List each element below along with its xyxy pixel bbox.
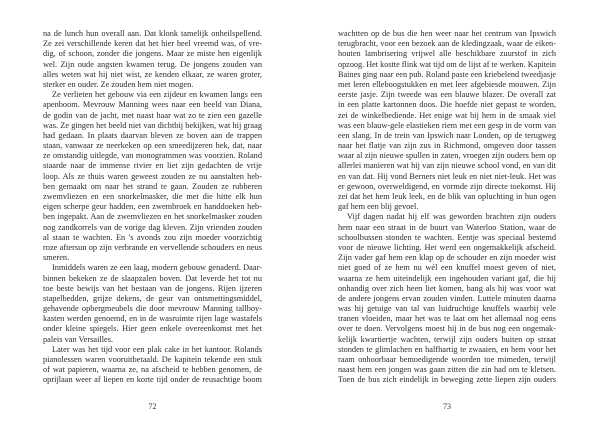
- text-line: raam onhoorbaar bemoedigende woorden toe mimeden, terwijl: [338, 355, 556, 364]
- text-line: Later was het tijd voor een plak cake in het kantoor. Rolands: [52, 344, 262, 354]
- text-line: naar het flatje van zijn zus in Richmond, omgeven door tassen: [338, 141, 556, 151]
- text-line: een slang. In de trein van Ipswich naar Londen, op de terugweg: [338, 130, 556, 140]
- text-line: Ze verlieten het gebouw via een zijdeur en kwamen langs een: [52, 90, 262, 100]
- text-line: er gewoon, overweldigend, en vormde zijn directe toekomst. Hij: [338, 181, 556, 191]
- text-line: pianolessen waren vooruitbetaald. De kapitein tekende een stuk: [43, 355, 262, 364]
- text-line: in een platte kartonnen doos. Die hoefde niet gepast te worden,: [338, 100, 556, 110]
- right-page-text: [338, 29, 556, 386]
- text-line: staan, vanwaar ze neerkeken op een smeedijzeren hek, dat, naar: [43, 141, 262, 151]
- left-page-number: 72: [148, 402, 157, 411]
- text-line: had gedaan. In plaats daarvan bleven ze boven aan de trappen: [43, 130, 262, 140]
- text-line: voor de nieuwe lichting. Het werd een ongemakkelijk afscheid.: [338, 242, 556, 252]
- text-line: binnen bekeken ze de slaapzalen boven. Dat leverde het tot nu: [43, 273, 262, 283]
- text-line: sterker en ouder. Ze zouden hem niet mogen.: [43, 79, 194, 89]
- text-line: houten lambrisering vrijwel alle beschikbare zuurstof in zich: [338, 49, 556, 59]
- text-line: was een blauw-gele elastieken riem met een gesp in de vorm van: [338, 120, 556, 130]
- text-line: ben ingepakt. Aan de zwemvliezen en het snorkelmasker zouden: [43, 212, 262, 222]
- text-line: paleis van Versailles.: [43, 334, 114, 344]
- text-line: waar al zijn nieuwe spullen in zaten, vroegen zijn ouders hem op: [338, 151, 556, 161]
- text-line: Zijn vader gaf hem een klap op de schouder en zijn moeder wist: [338, 253, 556, 263]
- text-line: na de lunch hun overall aan. Dat klonk tamelijk onheilspellend.: [43, 29, 262, 38]
- text-line: Inmiddels waren ze een laag, modern gebouw genaderd. Daar-: [52, 263, 262, 273]
- text-line: Ze zei verschillende keren dat het hier heel vreemd was, of vre-: [43, 39, 262, 49]
- text-line: roze aftersun op zijn verbrande en vervellende schouders en neus: [43, 242, 262, 252]
- text-line: over te doen. Vervolgens moest hij in de bus nog een ongemak-: [338, 324, 556, 334]
- right-page-number: 73: [443, 402, 451, 411]
- text-line: wel. Zijn oude angsten kwamen terug. De jongens zouden van: [43, 59, 262, 69]
- text-line: was. Ze gingen het beeld niet van dichtbij bekijken, wat hij graag: [43, 120, 262, 130]
- text-line: eerste jasje. Zijn tweede was een blauwe blazer. De overall zat: [338, 90, 556, 100]
- text-line: ze omstandig uitlegde, van monogrammen was voorzien. Roland: [43, 151, 262, 161]
- text-line: hem naar een straat in de buurt van Waterloo Station, waar de: [338, 222, 556, 232]
- text-line: alles weten wat hij niet wist, ze kenden elkaar, ze waren groter,: [43, 69, 262, 79]
- text-line: stonden te glimlachen en halfhartig te zwaaien, en hem voor het: [338, 344, 556, 354]
- text-line: staarde naar de immense rivier en liet zijn gedachten de vrije: [43, 161, 262, 171]
- text-line: oprijlaan weer af liepen en korte tijd onder de reusachtige boom: [43, 375, 262, 385]
- text-line: kasten werden genoemd, en in de wasruimte rijen lage wastafels: [43, 314, 262, 324]
- text-line: loop. Als ze thuis waren geweest zouden ze nu aanstalten heb-: [43, 171, 262, 181]
- text-line: apenboom. Mevrouw Manning wees naar een beeld van Diana,: [43, 100, 262, 110]
- text-line: wachtten op de bus die hen weer naar het centrum van Ipswich: [338, 29, 556, 38]
- text-line: nog zandkorrels van de vorige dag kleven. Zijn vrienden zouden: [43, 222, 262, 232]
- text-line: eigen scherpe geur hadden, een zwembroek en handdoeken heb-: [43, 202, 262, 212]
- text-line: de godin van de jacht, met naast haar wat zo te zien een gazelle: [43, 110, 262, 120]
- text-line: dig, of schoon, zonder die jongens. Maar ze miste hen eigenlijk: [43, 49, 262, 59]
- text-line: en van dat. Hij vond Berners niet leuk en niet niet-leuk. Het was: [338, 171, 556, 181]
- text-line: Baines ging naar een pub. Roland paste een kriebelend tweedjasje: [338, 69, 557, 79]
- text-line: tranen vloeiden, maar het was te laat om het allemaal nog eens: [338, 314, 556, 324]
- text-line: schoolbussen stonden te wachten. Eentje was speciaal bestemd: [338, 232, 556, 242]
- text-line: ben gemaakt om naar het strand te gaan. Zouden ze rubberen: [43, 181, 262, 191]
- text-line: gaf hem een blij gevoel.: [338, 202, 419, 212]
- text-line: stapelbedden, grijze dekens, de geur van ontsmettingsmiddel,: [43, 293, 262, 303]
- text-line: smeren.: [43, 253, 70, 263]
- text-line: Vijf dagen nadat hij elf was geworden brachten zijn ouders: [347, 212, 556, 222]
- text-line: toe beste bewijs van het bestaan van de jongens. Rijen ijzeren: [43, 283, 262, 293]
- text-line: zei de winkelbediende. Het enige wat bij hem in de smaak viel: [338, 110, 556, 120]
- text-line: opzoog. Het kostte flink wat tijd om de lijst af te werken. Kapitein: [338, 59, 556, 69]
- text-line: Toen de bus zich eindelijk in beweging zette liepen zijn ouders: [338, 375, 556, 385]
- text-line: terugbracht, voor een bezoek aan de kledingzaak, waar de eiken-: [338, 39, 556, 49]
- text-line: zei dat het hem leuk leek, en de blik van opluchting in hun ogen: [338, 192, 556, 201]
- text-line: met leren elleboogstukken en met leer afgebiesde mouwen. Zijn: [338, 79, 556, 89]
- text-line: zwemvliezen en een snorkelmasker, die met die hitte elk hun: [43, 192, 262, 201]
- text-line: of wat papieren, waarna ze, na afscheid te hebben genomen, de: [43, 365, 262, 375]
- right-page: [300, 0, 600, 440]
- text-line: de andere jongens ervan zouden vinden. Luttele minuten daarna: [338, 293, 556, 303]
- text-line: al staan te wachten. En 's avonds zou zijn moeder voorzichtig: [43, 232, 262, 242]
- text-line: onder kleine spiegels. Hier geen enkele overeenkomst met het: [43, 324, 262, 334]
- text-line: was hij getuige van tal van luidruchtige knuffels waarbij vele: [338, 304, 556, 314]
- left-page-text: [43, 29, 262, 386]
- text-line: naast hem een jongen was gaan zitten die zin had om te kletsen.: [338, 365, 556, 375]
- text-line: onhandig over zich heen liet komen, bang als hij was voor wat: [338, 283, 556, 293]
- text-line: kelijk kwartiertje wachten, terwijl zijn ouders buiten op straat: [338, 334, 556, 344]
- text-line: gehavende opbergmeubels die door mevrouw Manning tallboy-: [43, 304, 262, 314]
- text-line: niet goed of ze hem nu wél een knuffel moest geven of niet,: [338, 263, 556, 273]
- text-line: waarna ze hem uiteindelijk een ingehouden variant gaf, die hij: [338, 273, 556, 283]
- text-line: allerlei manieren wat hij van zijn nieuwe school vond, en van dit: [338, 161, 556, 171]
